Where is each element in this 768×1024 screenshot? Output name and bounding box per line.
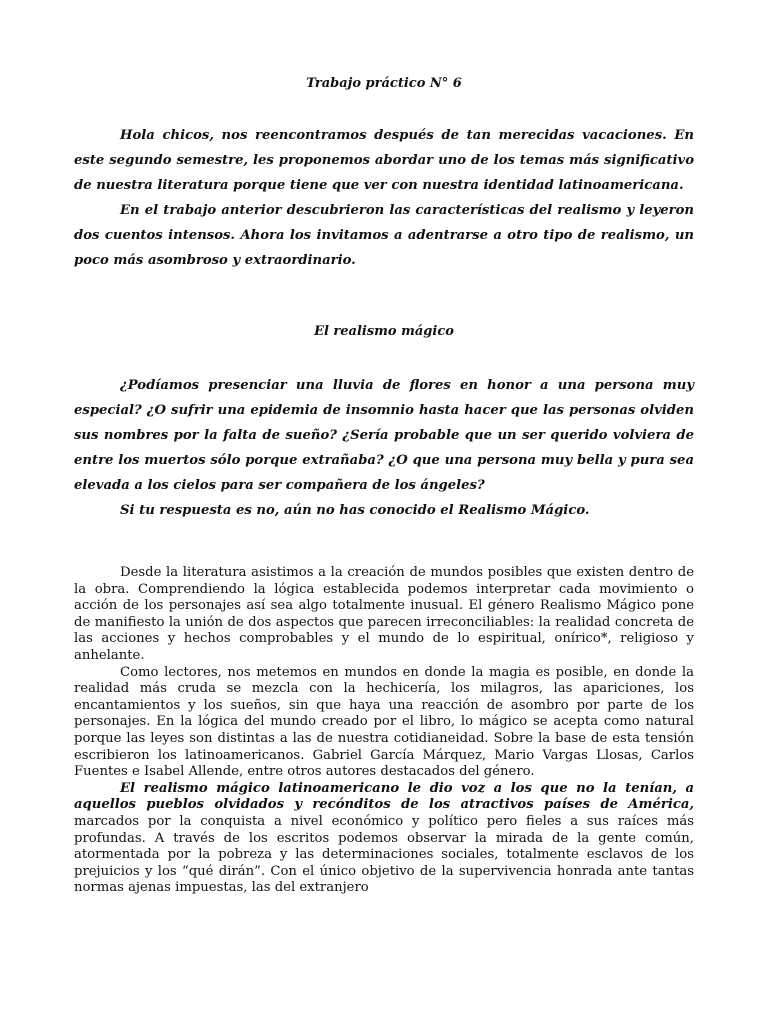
answer-paragraph: Si tu respuesta es no, aún no has conocido el Realismo Mágico.	[120, 503, 590, 518]
body-paragraph-1: Desde la literatura asistimos a la creación de mundos posibles que existen dentro de la obra. Comprendiendo la lógica establecida podemos interpretar cada movimiento o acción de los personajes así sea algo totalmente inusual. El género Realismo Mágico pone de manifiesto la unión de dos aspectos que parecen irreconciliables: la realidad concreta de las acciones y hechos comprobables y el mundo de lo espiritual, onírico*, religioso y anhelante.	[74, 565, 694, 663]
body-paragraph-3-text: marcados por la conquista a nivel económico y político pero fieles a sus raíces más profundas. A través de los escritos podemos observar la mirada de la gente común, atormentada por la pobreza y las determinaciones sociales, totalmente esclavos de los prejuicios y los “qué dirán”. Con el único objetivo de la supervivencia honrada ante tantas normas ajenas impuestas, las del extranjero	[74, 813, 694, 896]
body-section	[74, 565, 694, 897]
intro-paragraph-1: Hola chicos, nos reencontramos después de tan merecidas vacaciones. En este segundo semestre, les proponemos abordar uno de los temas más significativo de nuestra literatura porque tiene que ver con nuestra identidad latinoamericana.	[74, 128, 694, 193]
intro-section	[74, 123, 694, 273]
document-title: Trabajo práctico N° 6	[306, 76, 462, 91]
intro-paragraph-2: En el trabajo anterior descubrieron las características del realismo y leyeron dos cuentos intensos. Ahora los invitamos a adentrarse a otro tipo de realismo, un poco más asombroso y extraordinario.	[74, 203, 694, 268]
body-paragraph-3-emphasis: El realismo mágico latinoamericano le dio voz a los que no la tenían, a aquellos pueblos olvidados y recónditos de los atractivos países de América,	[74, 780, 694, 813]
body-paragraph-3	[74, 781, 694, 897]
questions-paragraph: ¿Podíamos presenciar una lluvia de flores en honor a una persona muy especial? ¿O sufrir una epidemia de insomnio hasta hacer que las personas olviden sus nombres por la falta de sueño? ¿Sería probable que un ser querido volviera de entre los muertos sólo porque extrañaba? ¿O que una persona muy bella y pura sea elevada a los cielos para ser compañera de los ángeles?	[74, 378, 694, 493]
questions-section	[74, 373, 694, 523]
body-paragraph-2: Como lectores, nos metemos en mundos en donde la magia es posible, en donde la realidad más cruda se mezcla con la hechicería, los milagros, las apariciones, los encantamientos y los sueños, sin que haya una reacción de asombro por parte de los personajes. En la lógica del mundo creado por el libro, lo mágico se acepta como natural porque las leyes son distintas a las de nuestra cotidianeidad. Sobre la base de esta tensión escribieron los latinoamericanos. Gabriel García Márquez, Mario Vargas Llosas, Carlos Fuentes e Isabel Allende, entre otros autores destacados del género.	[74, 664, 694, 780]
section-title: El realismo mágico	[314, 324, 454, 339]
